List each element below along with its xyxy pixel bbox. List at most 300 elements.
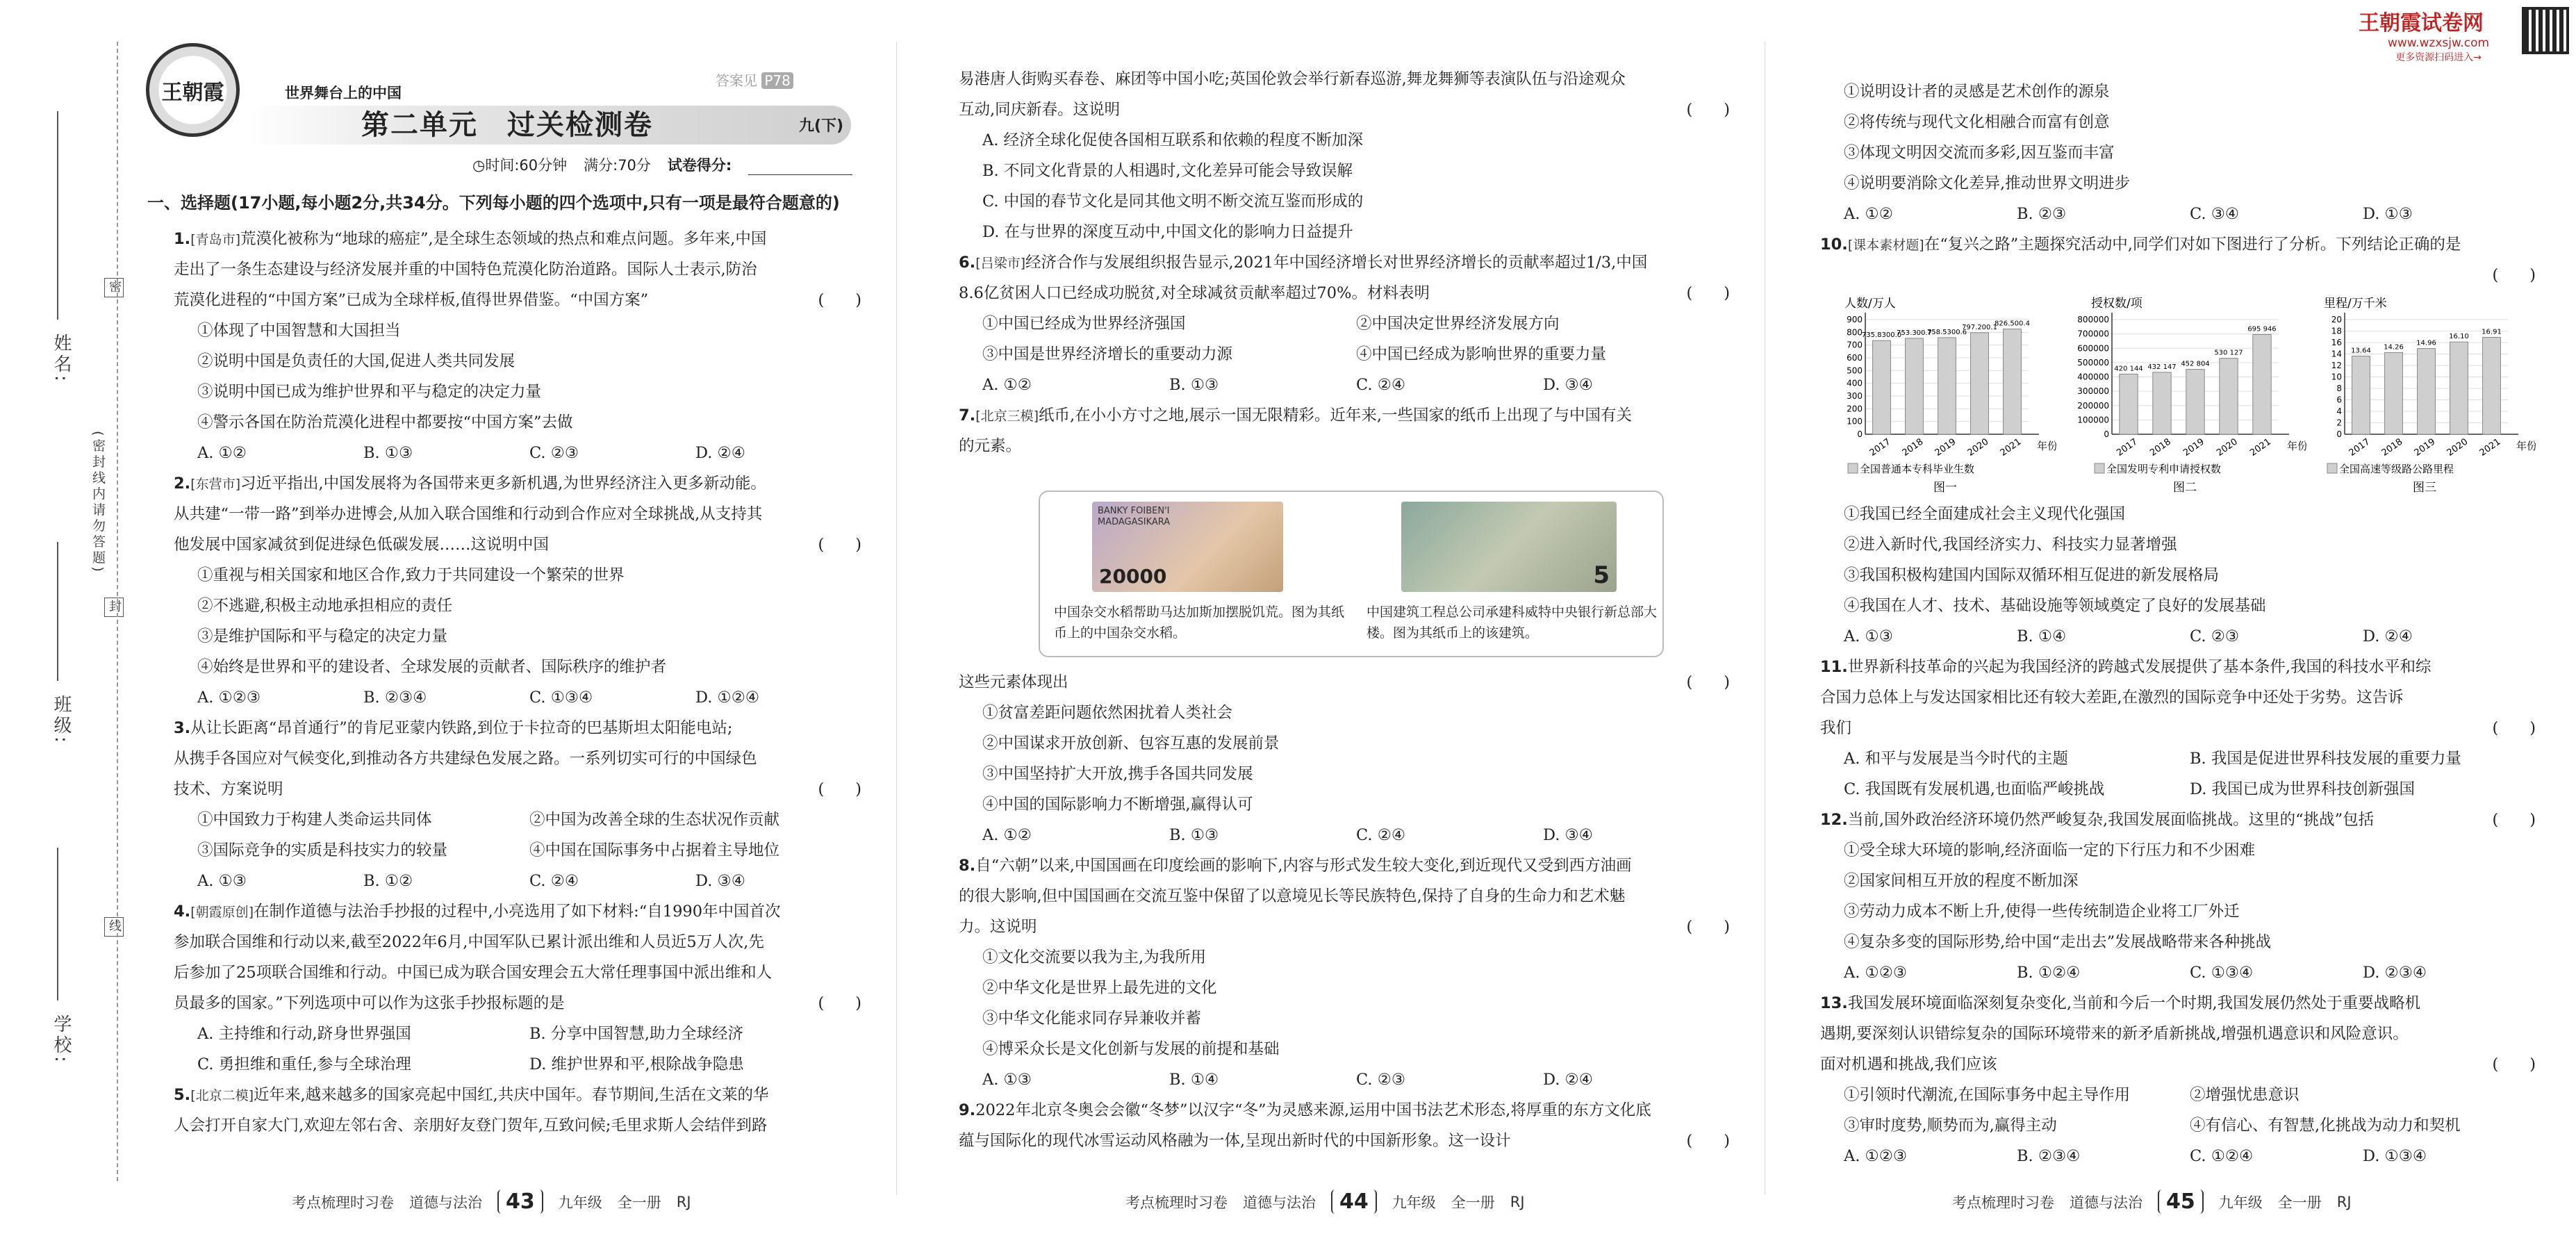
choice-option[interactable]: A. ①②③ bbox=[1844, 964, 1908, 982]
data-label: 13.64 bbox=[2351, 347, 2371, 355]
answer-blank[interactable]: ( ) bbox=[2492, 1055, 2536, 1073]
y-tick-label: 200 bbox=[1847, 404, 1863, 414]
legend-label: 全国普通本专科毕业生数 bbox=[1860, 463, 1975, 475]
legend-label: 全国高速等级路公路里程 bbox=[2339, 463, 2454, 475]
option-item[interactable]: D. 维护世界和平,根除战争隐患 bbox=[529, 1055, 744, 1073]
banknote-madagascar bbox=[1092, 502, 1283, 592]
option-line[interactable]: ④复杂多变的国际形势,给中国“走出去”发展战略带来各种挑战 bbox=[1844, 933, 2272, 951]
brand-block bbox=[2359, 6, 2518, 64]
chart-patents bbox=[2063, 292, 2306, 507]
question-text: 我们 bbox=[1820, 719, 1852, 737]
y-tick-label: 800000 bbox=[2077, 315, 2109, 324]
data-label: 797.200.1 bbox=[1962, 323, 1997, 331]
question-text: 荒漠化进程的“中国方案”已成为全球样板,值得世界借鉴。“中国方案” bbox=[174, 291, 649, 309]
y-tick-label: 20 bbox=[2331, 315, 2342, 324]
answer-blank[interactable]: ( ) bbox=[2492, 266, 2536, 284]
question-number: 6. bbox=[959, 254, 976, 272]
choice-option[interactable]: B. ②③④ bbox=[2017, 1147, 2081, 1165]
option-line[interactable]: ③中华文化能求同存异兼收并蓄 bbox=[982, 1010, 1202, 1028]
y-tick-label: 14 bbox=[2331, 349, 2342, 359]
question-source: [青岛市] bbox=[190, 232, 241, 247]
chart-svg bbox=[2063, 292, 2306, 507]
bar bbox=[1906, 338, 1924, 434]
choice-row bbox=[174, 682, 861, 713]
choice-option[interactable]: A. ①③ bbox=[197, 872, 247, 890]
question-text: 遇期,要深刻认识错综复杂的国际环境带来的新矛盾新挑战,增强机遇意识和风险意识。 bbox=[1820, 1025, 2409, 1043]
brand-url: www.wzxsjw.com bbox=[2387, 36, 2490, 50]
question-stem bbox=[959, 247, 1730, 278]
question-source: [课本素材题] bbox=[1847, 238, 1924, 253]
question-number: 3. bbox=[174, 719, 191, 737]
time-info: ◷时间:60分钟 bbox=[472, 157, 568, 174]
choice-option[interactable]: D. ②③④ bbox=[2363, 964, 2427, 982]
question-number: 13. bbox=[1820, 994, 1848, 1012]
data-label: 16.10 bbox=[2449, 333, 2469, 341]
option-pair-row bbox=[174, 835, 861, 866]
answer-blank[interactable]: ( ) bbox=[2492, 719, 2536, 737]
y-tick-label: 700 bbox=[1847, 340, 1863, 350]
y-tick-label: 0 bbox=[2104, 429, 2109, 439]
answer-blank[interactable]: ( ) bbox=[1686, 918, 1730, 936]
page-number: 43 bbox=[497, 1190, 543, 1214]
question-stem bbox=[1820, 229, 2536, 260]
option-line[interactable]: D. 在与世界的深度互动中,中国文化的影响力日益提升 bbox=[982, 223, 1353, 241]
question-text: 从让长距离“昂首通行”的肯尼亚蒙内铁路,到位于卡拉奇的巴基斯坦太阳能电站; bbox=[190, 719, 733, 737]
question-text-line bbox=[959, 94, 1730, 125]
question-text: 2022年北京冬奥会会徽“冬梦”以汉字“冬”为灵感来源,运用中国书法艺术形态,将厚重的东方文化底 bbox=[975, 1101, 1651, 1119]
question-text: 合国力总体上与发达国家相比还有较大差距,在激烈的国际竞争中还处于劣势。这告诉 bbox=[1820, 689, 2404, 707]
question-number: 2. bbox=[174, 475, 191, 493]
x-tick-label: 2018 bbox=[1900, 436, 1926, 459]
option-item[interactable]: A. 和平与发展是当今时代的主题 bbox=[1844, 750, 2069, 768]
legend-swatch bbox=[2327, 463, 2337, 473]
banknote-note-right: 中国建筑工程总公司承建科威特中央银行新总部大楼。图为其纸币上的该建筑。 bbox=[1367, 604, 1658, 641]
option-line[interactable]: ①说明设计者的灵感是艺术创作的源泉 bbox=[1844, 83, 2110, 101]
choice-option[interactable]: D. ①③ bbox=[2363, 205, 2413, 223]
option-line[interactable]: ①体现了中国智慧和大国担当 bbox=[197, 322, 401, 340]
question-stem bbox=[959, 850, 1730, 881]
choice-option[interactable]: C. ②④ bbox=[1356, 376, 1406, 394]
seal-note: (密封线内请勿答题) bbox=[90, 431, 106, 575]
option-item[interactable]: B. 我国是促进世界科技发展的重要力量 bbox=[2190, 750, 2461, 768]
option-item[interactable]: ④有信心、有智慧,化挑战为动力和契机 bbox=[2190, 1117, 2461, 1135]
choice-option[interactable]: C. ①③④ bbox=[2190, 964, 2254, 982]
choice-option[interactable]: A. ①②③ bbox=[197, 689, 261, 707]
x-tick-label: 2021 bbox=[2248, 436, 2273, 459]
seal-char-1: 密 bbox=[104, 278, 124, 297]
choice-option[interactable]: A. ①②③ bbox=[1844, 1147, 1908, 1165]
choice-row bbox=[959, 370, 1730, 400]
banknote-note-left: 中国杂交水稻帮助马达加斯加摆脱饥荒。图为其纸币上的中国杂交水稻。 bbox=[1054, 604, 1345, 641]
option-line[interactable]: ④说明要消除文化差异,推动世界文明进步 bbox=[1844, 174, 2131, 192]
bar bbox=[2004, 329, 2022, 434]
option-item[interactable]: D. 我国已成为世界科技创新强国 bbox=[2190, 780, 2416, 798]
y-axis-label: 授权数/项 bbox=[2091, 297, 2142, 311]
question-text: 纸币,在小小方寸之地,展示一国无限精彩。近年来,一些国家的纸币上出现了与中国有关 bbox=[1039, 406, 1632, 425]
question-text-line bbox=[959, 667, 1730, 698]
seal-char-2: 封 bbox=[104, 598, 124, 617]
class-field-line[interactable] bbox=[57, 542, 58, 681]
option-line[interactable]: ①文化交流要以我为主,为我所用 bbox=[982, 948, 1207, 966]
choice-option[interactable]: B. ①③ bbox=[1169, 376, 1219, 394]
y-tick-label: 0 bbox=[1857, 429, 1863, 439]
option-item[interactable]: ④中国已经成为影响世界的重要力量 bbox=[1356, 345, 1607, 363]
column-page-43 bbox=[174, 224, 861, 1141]
option-item[interactable]: ②增强忧患意识 bbox=[2190, 1086, 2300, 1104]
x-axis-unit: 年份 bbox=[2516, 440, 2536, 452]
y-tick-label: 6 bbox=[2336, 395, 2342, 405]
choice-option[interactable]: D. ②④ bbox=[2363, 627, 2413, 645]
choice-option[interactable]: B. ①④ bbox=[2017, 627, 2067, 645]
footer-grade: 九年级 bbox=[1392, 1194, 1436, 1211]
option-line[interactable]: ③我国积极构建国内国际双循环相互促进的新发展格局 bbox=[1844, 566, 2220, 584]
choice-option[interactable]: A. ①② bbox=[197, 444, 247, 462]
question-text-line bbox=[959, 912, 1730, 942]
banknote-kuwait-value: 5 bbox=[1593, 561, 1610, 589]
option-pair-row bbox=[1820, 1110, 2536, 1141]
question-text: 他发展中国家减贫到促进绿色低碳发展……这说明中国 bbox=[174, 536, 550, 554]
question-text-line bbox=[174, 774, 861, 805]
chart-highways bbox=[2313, 292, 2536, 507]
question-text: 自“六朝”以来,中国国画在印度绘画的影响下,内容与形式发生较大变化,到近现代又受到西方油画 bbox=[975, 857, 1632, 875]
bar bbox=[2352, 356, 2370, 434]
school-field-line[interactable] bbox=[57, 848, 58, 1001]
answer-blank[interactable]: ( ) bbox=[2492, 811, 2536, 829]
choice-option[interactable]: B. ①③ bbox=[363, 444, 413, 462]
question-text: 荒漠化被称为“地球的癌症”,是全球生态领域的热点和难点问题。多年来,中国 bbox=[240, 230, 767, 248]
footer-series: 考点梳理时习卷 bbox=[1952, 1194, 2054, 1211]
question-stem bbox=[1820, 805, 2536, 835]
y-tick-label: 200000 bbox=[2077, 400, 2109, 411]
y-tick-label: 600 bbox=[1847, 353, 1863, 363]
option-line[interactable]: C. 中国的春节文化是同其他文明不断交流互鉴而形成的 bbox=[982, 192, 1364, 211]
question-number: 7. bbox=[959, 406, 976, 425]
question-text-line bbox=[959, 64, 1730, 94]
answer-ref-page: P78 bbox=[761, 72, 793, 89]
x-tick-label: 2017 bbox=[2347, 436, 2372, 459]
y-tick-label: 300 bbox=[1847, 391, 1863, 401]
footer-page-43 bbox=[292, 1190, 691, 1214]
logo-badge bbox=[146, 43, 240, 137]
option-line[interactable]: ②国家间相互开放的程度不断加深 bbox=[1844, 872, 2079, 890]
option-item[interactable]: C. 我国既有发展机遇,也面临严峻挑战 bbox=[1844, 780, 2105, 798]
y-tick-label: 8 bbox=[2336, 384, 2342, 393]
bar bbox=[2385, 352, 2403, 434]
choice-row bbox=[1820, 1141, 2536, 1171]
x-tick-label: 2017 bbox=[2115, 436, 2140, 459]
score-info: 满分:70分 bbox=[584, 157, 651, 174]
brand-slogan: 更多资源扫码进入→ bbox=[2395, 52, 2482, 63]
question-source: [吕梁市] bbox=[975, 256, 1026, 271]
choice-option[interactable]: B. ②③④ bbox=[363, 689, 427, 707]
option-pair-row bbox=[959, 308, 1730, 339]
option-pair-row bbox=[174, 1049, 861, 1080]
question-source: [北京三模] bbox=[975, 409, 1039, 424]
question-text: 从携手各国应对气候变化,到推动各方共建绿色发展之路。一系列切实可行的中国绿色 bbox=[174, 750, 757, 768]
option-pair-row bbox=[174, 805, 861, 835]
option-item[interactable]: ③中国是世界经济增长的重要动力源 bbox=[982, 345, 1233, 363]
question-text: 的很大影响,但中国国画在交流互鉴中保留了以意境见长等民族特色,保持了自身的生命力和艺术魅 bbox=[959, 887, 1626, 905]
question-stem bbox=[174, 896, 861, 927]
option-line[interactable]: ①我国已经全面建成社会主义现代化强国 bbox=[1844, 505, 2126, 523]
page-divider-1 bbox=[896, 42, 897, 1195]
question-text: 互动,同庆新春。这说明 bbox=[959, 101, 1121, 119]
option-line[interactable]: ①重视与相关国家和地区合作,致力于共同建设一个繁荣的世界 bbox=[197, 566, 625, 584]
bar bbox=[2220, 359, 2238, 434]
question-text: 习近平指出,中国发展将为各国带来更多新机遇,为世界经济注入更多新动能。 bbox=[240, 475, 766, 493]
option-line[interactable]: B. 不同文化背景的人相遇时,文化差异可能会导致误解 bbox=[982, 162, 1353, 180]
y-axis-label: 人数/万人 bbox=[1844, 297, 1896, 311]
question-text: 这些元素体现出 bbox=[959, 673, 1068, 691]
school-field-label: 学校: bbox=[51, 1014, 72, 1065]
data-label: 758.5300.6 bbox=[1926, 328, 1967, 336]
x-axis-unit: 年份 bbox=[2287, 440, 2306, 452]
y-tick-label: 400000 bbox=[2077, 372, 2109, 382]
choice-option[interactable]: D. ①③④ bbox=[2363, 1147, 2427, 1165]
page-number: 44 bbox=[1331, 1190, 1377, 1214]
answer-blank[interactable]: ( ) bbox=[1686, 673, 1730, 691]
data-label: 530 127 bbox=[2214, 349, 2243, 357]
question-text: 8.6亿贫困人口已经成功脱贫,对全球减贫贡献率超过70%。材料表明 bbox=[959, 284, 1430, 302]
grade-tag: 九(下) bbox=[799, 117, 844, 135]
question-text-line bbox=[174, 927, 861, 957]
y-axis-label: 里程/万千米 bbox=[2324, 297, 2387, 311]
option-line[interactable]: ②说明中国是负责任的大国,促进人类共同发展 bbox=[197, 352, 515, 370]
choice-option[interactable]: D. ②④ bbox=[695, 444, 745, 462]
y-tick-label: 100 bbox=[1847, 416, 1863, 427]
footer-volume: 全一册 bbox=[2277, 1194, 2322, 1211]
question-number: 4. bbox=[174, 903, 191, 921]
option-item[interactable]: ③国际竞争的实质是科技实力的较量 bbox=[197, 841, 448, 859]
question-text-line bbox=[959, 1126, 1730, 1156]
answer-blank[interactable]: ( ) bbox=[818, 780, 861, 798]
option-line[interactable]: ④中国的国际影响力不断增强,赢得认可 bbox=[982, 796, 1253, 814]
choice-row bbox=[959, 1064, 1730, 1095]
choice-row bbox=[959, 820, 1730, 850]
chart-caption: 图三 bbox=[2413, 481, 2436, 495]
column-page-44-bottom bbox=[959, 667, 1730, 1156]
question-number: 11. bbox=[1820, 658, 1848, 676]
choice-option[interactable]: C. ①③④ bbox=[529, 689, 593, 707]
choice-option[interactable]: D. ②④ bbox=[1543, 1071, 1593, 1089]
y-tick-label: 900 bbox=[1847, 315, 1863, 324]
option-line[interactable]: ④始终是世界和平的建设者、全球发展的贡献者、国际秩序的维护者 bbox=[197, 658, 667, 676]
answer-ref bbox=[716, 69, 793, 90]
question-stem bbox=[174, 224, 861, 254]
answer-blank[interactable]: ( ) bbox=[818, 291, 861, 309]
option-line[interactable]: ③劳动力成本不断上升,使得一些传统制造企业将工厂外迁 bbox=[1844, 903, 2240, 921]
question-stem bbox=[959, 1095, 1730, 1126]
answer-blank[interactable]: ( ) bbox=[818, 994, 861, 1012]
brand-name: 王朝霞试卷网 bbox=[2359, 11, 2484, 35]
choice-option[interactable]: A. ①③ bbox=[982, 1071, 1032, 1089]
column-page-45-bottom bbox=[1820, 499, 2536, 1171]
question-text: 面对机遇和挑战,我们应该 bbox=[1820, 1055, 1997, 1073]
question-text: 从共建“一带一路”到举办进博会,从加入联合国维和行动到合作应对全球挑战,从支持其 bbox=[174, 505, 763, 523]
question-text: 当前,国外政治经济环境仍然严峻复杂,我国发展面临挑战。这里的“挑战”包括 bbox=[1847, 811, 2375, 829]
choice-option[interactable]: D. ③④ bbox=[695, 872, 745, 890]
footer-edition: RJ bbox=[1510, 1193, 1525, 1210]
choice-option[interactable]: B. ①③ bbox=[1169, 826, 1219, 844]
option-line[interactable]: ③是维护国际和平与稳定的决定力量 bbox=[197, 627, 448, 645]
choice-option[interactable]: B. ①④ bbox=[1169, 1071, 1219, 1089]
option-item[interactable]: ②中国决定世界经济发展方向 bbox=[1356, 315, 1560, 333]
choice-option[interactable]: B. ①②④ bbox=[2017, 964, 2081, 982]
question-text-line bbox=[174, 499, 861, 529]
data-label: 16.91 bbox=[2482, 328, 2502, 336]
question-number: 8. bbox=[959, 857, 976, 875]
question-text: 人会打开自家大门,欢迎左邻右舍、亲朋好友登门贺年,互致问候;毛里求斯人会结伴到路 bbox=[174, 1117, 768, 1135]
option-line[interactable]: ④警示各国在防治荒漠化进程中都要按“中国方案”去做 bbox=[197, 413, 573, 431]
class-field-label: 班级: bbox=[51, 695, 72, 746]
choice-option[interactable]: C. ②④ bbox=[1356, 826, 1406, 844]
option-line[interactable]: A. 经济全球化促使各国相互联系和依赖的程度不断加深 bbox=[982, 131, 1364, 149]
bar bbox=[2450, 342, 2468, 434]
question-text: 技术、方案说明 bbox=[174, 780, 283, 798]
question-text: 走出了一条生态建设与经济发展并重的中国特色荒漠化防治道路。国际人士表示,防治 bbox=[174, 261, 757, 279]
answer-blank[interactable]: ( ) bbox=[1686, 101, 1730, 119]
legend-label: 全国发明专利申请授权数 bbox=[2106, 463, 2222, 475]
question-stem bbox=[174, 468, 861, 499]
question-text: 后参加了25项联合国维和行动。中国已成为联合国安理会五大常任理事国中派出维和人 bbox=[174, 964, 773, 982]
choice-row bbox=[174, 438, 861, 468]
question-stem bbox=[1820, 652, 2536, 682]
chart-caption: 图二 bbox=[2173, 481, 2197, 495]
choice-option[interactable]: A. ①② bbox=[982, 376, 1032, 394]
option-pair-row bbox=[1820, 774, 2536, 805]
x-axis-unit: 年份 bbox=[2037, 440, 2056, 452]
option-item[interactable]: ②中国为改善全球的生态状况作贡献 bbox=[529, 811, 780, 829]
option-line[interactable]: ③体现文明因交流而多彩,因互鉴而丰富 bbox=[1844, 144, 2115, 162]
question-text-line bbox=[1820, 1049, 2536, 1080]
question-number: 1. bbox=[174, 230, 191, 248]
footer-volume: 全一册 bbox=[617, 1194, 661, 1211]
option-item[interactable]: ③审时度势,顺势而为,赢得主动 bbox=[1844, 1117, 2057, 1135]
choice-option[interactable]: B. ②③ bbox=[2017, 205, 2067, 223]
option-item[interactable]: B. 分享中国智慧,助力全球经济 bbox=[529, 1025, 743, 1043]
column-page-44-top bbox=[959, 64, 1730, 461]
question-text-line bbox=[1820, 682, 2536, 713]
section-1-heading: 一、选择题(17小题,每小题2分,共34分。下列每小题的四个选项中,只有一项是最符合题意的) bbox=[147, 193, 840, 213]
choice-option[interactable]: D. ①②④ bbox=[695, 689, 760, 707]
question-text-line bbox=[1820, 260, 2536, 290]
answer-blank[interactable]: ( ) bbox=[1686, 1132, 1730, 1150]
question-text: 近年来,越来越多的国家亮起中国红,共庆中国年。春节期间,生活在文莱的华 bbox=[254, 1086, 769, 1104]
data-label: 14.26 bbox=[2384, 343, 2404, 352]
question-text: 世界新科技革命的兴起为我国经济的跨越式发展提供了基本条件,我国的科技水平和综 bbox=[1847, 658, 2431, 676]
option-line[interactable]: ④我国在人才、技术、基础设施等领域奠定了良好的发展基础 bbox=[1844, 597, 2266, 615]
choice-option[interactable]: A. ①② bbox=[982, 826, 1032, 844]
choice-option[interactable]: B. ①② bbox=[363, 872, 413, 890]
option-item[interactable]: ①中国致力于构建人类命运共同体 bbox=[197, 811, 432, 829]
option-item[interactable]: ④中国在国际事务中占据着主导地位 bbox=[529, 841, 780, 859]
question-text-line bbox=[174, 988, 861, 1019]
option-line[interactable]: ③中国坚持扩大开放,携手各国共同发展 bbox=[982, 765, 1253, 783]
data-label: 826.500.4 bbox=[1995, 320, 2030, 328]
choice-option[interactable]: A. ①③ bbox=[1844, 627, 1893, 645]
choice-option[interactable]: D. ③④ bbox=[1543, 826, 1593, 844]
x-tick-label: 2019 bbox=[2181, 436, 2206, 459]
question-number: 10. bbox=[1820, 236, 1848, 254]
bar bbox=[1873, 340, 1891, 434]
bar bbox=[2120, 374, 2138, 434]
option-line[interactable]: ②中华文化是世界上最先进的文化 bbox=[982, 979, 1217, 997]
option-item[interactable]: ①引领时代潮流,在国际事务中起主导作用 bbox=[1844, 1086, 2131, 1104]
question-text: 我国发展环境面临深刻复杂变化,当前和今后一个时期,我国发展仍然处于重要战略机 bbox=[1847, 994, 2421, 1012]
answer-blank[interactable]: ( ) bbox=[818, 536, 861, 554]
option-line[interactable]: ①贫富差距问题依然困扰着人类社会 bbox=[982, 704, 1233, 722]
question-text-line bbox=[959, 278, 1730, 308]
option-line[interactable]: ②不逃避,积极主动地承担相应的责任 bbox=[197, 597, 453, 615]
column-page-45-top bbox=[1820, 76, 2536, 290]
question-text-line bbox=[174, 957, 861, 988]
logo-text: 王朝霞 bbox=[161, 80, 224, 105]
data-label: 14.96 bbox=[2416, 339, 2436, 347]
choice-option[interactable]: A. ①② bbox=[1844, 205, 1893, 223]
choice-option[interactable]: C. ②③ bbox=[1356, 1071, 1406, 1089]
score-got-field[interactable] bbox=[748, 154, 852, 175]
x-tick-label: 2018 bbox=[2379, 436, 2405, 459]
x-tick-label: 2020 bbox=[1965, 436, 1991, 459]
y-tick-label: 18 bbox=[2331, 326, 2342, 336]
option-item[interactable]: A. 主持维和行动,跻身世界强国 bbox=[197, 1025, 411, 1043]
qr-code-icon[interactable] bbox=[2522, 7, 2569, 54]
option-line[interactable]: ②进入新时代,我国经济实力、科技实力显著增强 bbox=[1844, 536, 2177, 554]
option-item[interactable]: ①中国已经成为世界经济强国 bbox=[982, 315, 1186, 333]
data-label: 753.300.7 bbox=[1897, 329, 1932, 337]
question-text-line bbox=[174, 529, 861, 560]
option-pair-row bbox=[1820, 743, 2536, 774]
footer-edition: RJ bbox=[676, 1193, 691, 1210]
footer-grade: 九年级 bbox=[558, 1194, 602, 1211]
choice-option[interactable]: C. ②③ bbox=[529, 444, 579, 462]
footer-edition: RJ bbox=[2336, 1193, 2352, 1210]
choice-option[interactable]: D. ③④ bbox=[1543, 376, 1593, 394]
choice-row bbox=[1820, 199, 2536, 229]
option-pair-row bbox=[174, 1019, 861, 1049]
y-tick-label: 4 bbox=[2336, 406, 2342, 416]
option-line[interactable]: ②中国谋求开放创新、包容互惠的发展前景 bbox=[982, 734, 1280, 752]
choice-option[interactable]: C. ②③ bbox=[2190, 627, 2240, 645]
page-title: 第二单元 过关检测卷 bbox=[361, 109, 653, 141]
option-line[interactable]: ③说明中国已成为维护世界和平与稳定的决定力量 bbox=[197, 383, 542, 401]
footer-subject: 道德与法治 bbox=[2070, 1194, 2142, 1211]
seal-dashed-line bbox=[117, 42, 118, 1181]
option-item[interactable]: C. 勇担维和重任,参与全球治理 bbox=[197, 1055, 411, 1073]
choice-option[interactable]: C. ①②④ bbox=[2190, 1147, 2254, 1165]
y-tick-label: 16 bbox=[2331, 338, 2342, 347]
choice-option[interactable]: C. ③④ bbox=[2190, 205, 2240, 223]
data-label: 432 147 bbox=[2147, 363, 2177, 371]
answer-blank[interactable]: ( ) bbox=[1686, 284, 1730, 302]
option-line[interactable]: ④博采众长是文化创新与发展的前提和基础 bbox=[982, 1040, 1280, 1058]
footer-subject: 道德与法治 bbox=[409, 1194, 482, 1211]
name-field-line[interactable] bbox=[57, 111, 58, 320]
option-line[interactable]: ①受全球大环境的影响,经济面临一定的下行压力和不少困难 bbox=[1844, 841, 2256, 859]
bar bbox=[2253, 334, 2271, 434]
bar bbox=[1938, 338, 1956, 434]
series-label: 世界舞台上的中国 bbox=[285, 85, 402, 101]
question-source: [东营市] bbox=[190, 477, 241, 492]
page-number: 45 bbox=[2158, 1190, 2204, 1214]
option-line[interactable]: ②将传统与现代文化相融合而富有创意 bbox=[1844, 113, 2110, 131]
x-tick-label: 2020 bbox=[2215, 436, 2240, 459]
banknote-kuwait bbox=[1401, 502, 1617, 592]
data-label: 420 144 bbox=[2114, 365, 2143, 373]
choice-option[interactable]: C. ②④ bbox=[529, 872, 579, 890]
question-source: [朝霞原创] bbox=[190, 905, 254, 920]
footer-series: 考点梳理时习卷 bbox=[292, 1194, 394, 1211]
